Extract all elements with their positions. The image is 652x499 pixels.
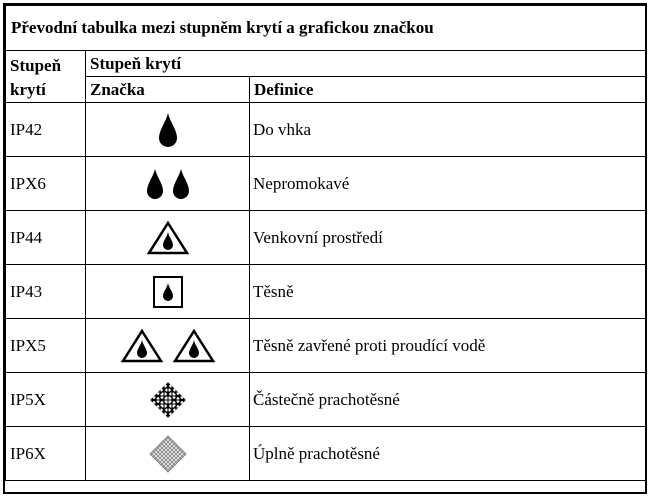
single-drop-icon <box>156 112 180 148</box>
table-row <box>6 319 646 373</box>
row-symbol <box>86 373 250 427</box>
table-row <box>6 373 646 427</box>
conversion-table-frame <box>3 3 647 494</box>
row-definition: Nepromokavé <box>250 157 646 211</box>
header-grade-label: Stupeň krytí <box>10 56 62 99</box>
dense-mesh-icon <box>148 380 188 420</box>
row-definition: Těsně <box>250 265 646 319</box>
row-definition: Do vhka <box>250 103 646 157</box>
table-row <box>6 265 646 319</box>
row-definition: Částečně prachotěsné <box>250 373 646 427</box>
row-definition: Venkovní prostředí <box>250 211 646 265</box>
row-code: IPX5 <box>6 319 86 373</box>
double-drop-in-triangle-icon <box>120 328 216 364</box>
row-definition: Těsně zavřené proti proudící vodě <box>250 319 646 373</box>
row-symbol <box>86 157 250 211</box>
row-code: IP6X <box>6 427 86 481</box>
table-row <box>6 103 646 157</box>
row-symbol <box>86 103 250 157</box>
double-drop-icon <box>142 166 194 202</box>
header-grade <box>6 51 86 103</box>
row-code: IP42 <box>6 103 86 157</box>
row-symbol <box>86 265 250 319</box>
header-protection: Stupeň krytí <box>86 51 646 77</box>
table-row <box>6 157 646 211</box>
row-symbol <box>86 211 250 265</box>
row-definition: Úplně prachotěsné <box>250 427 646 481</box>
header-row-1 <box>6 51 646 77</box>
table-title-row <box>6 6 646 51</box>
light-mesh-icon <box>148 434 188 474</box>
drop-in-square-icon <box>151 274 185 310</box>
row-code: IP44 <box>6 211 86 265</box>
row-code: IP43 <box>6 265 86 319</box>
row-symbol <box>86 319 250 373</box>
conversion-table <box>5 5 646 481</box>
table-row <box>6 427 646 481</box>
header-row-2 <box>6 77 646 103</box>
header-symbol: Značka <box>86 77 250 103</box>
drop-in-triangle-icon <box>146 220 190 256</box>
row-code: IP5X <box>6 373 86 427</box>
table-row <box>6 211 646 265</box>
row-code: IPX6 <box>6 157 86 211</box>
table-title: Převodní tabulka mezi stupněm krytí a grafickou značkou <box>6 6 646 51</box>
row-symbol <box>86 427 250 481</box>
header-definition: Definice <box>250 77 646 103</box>
